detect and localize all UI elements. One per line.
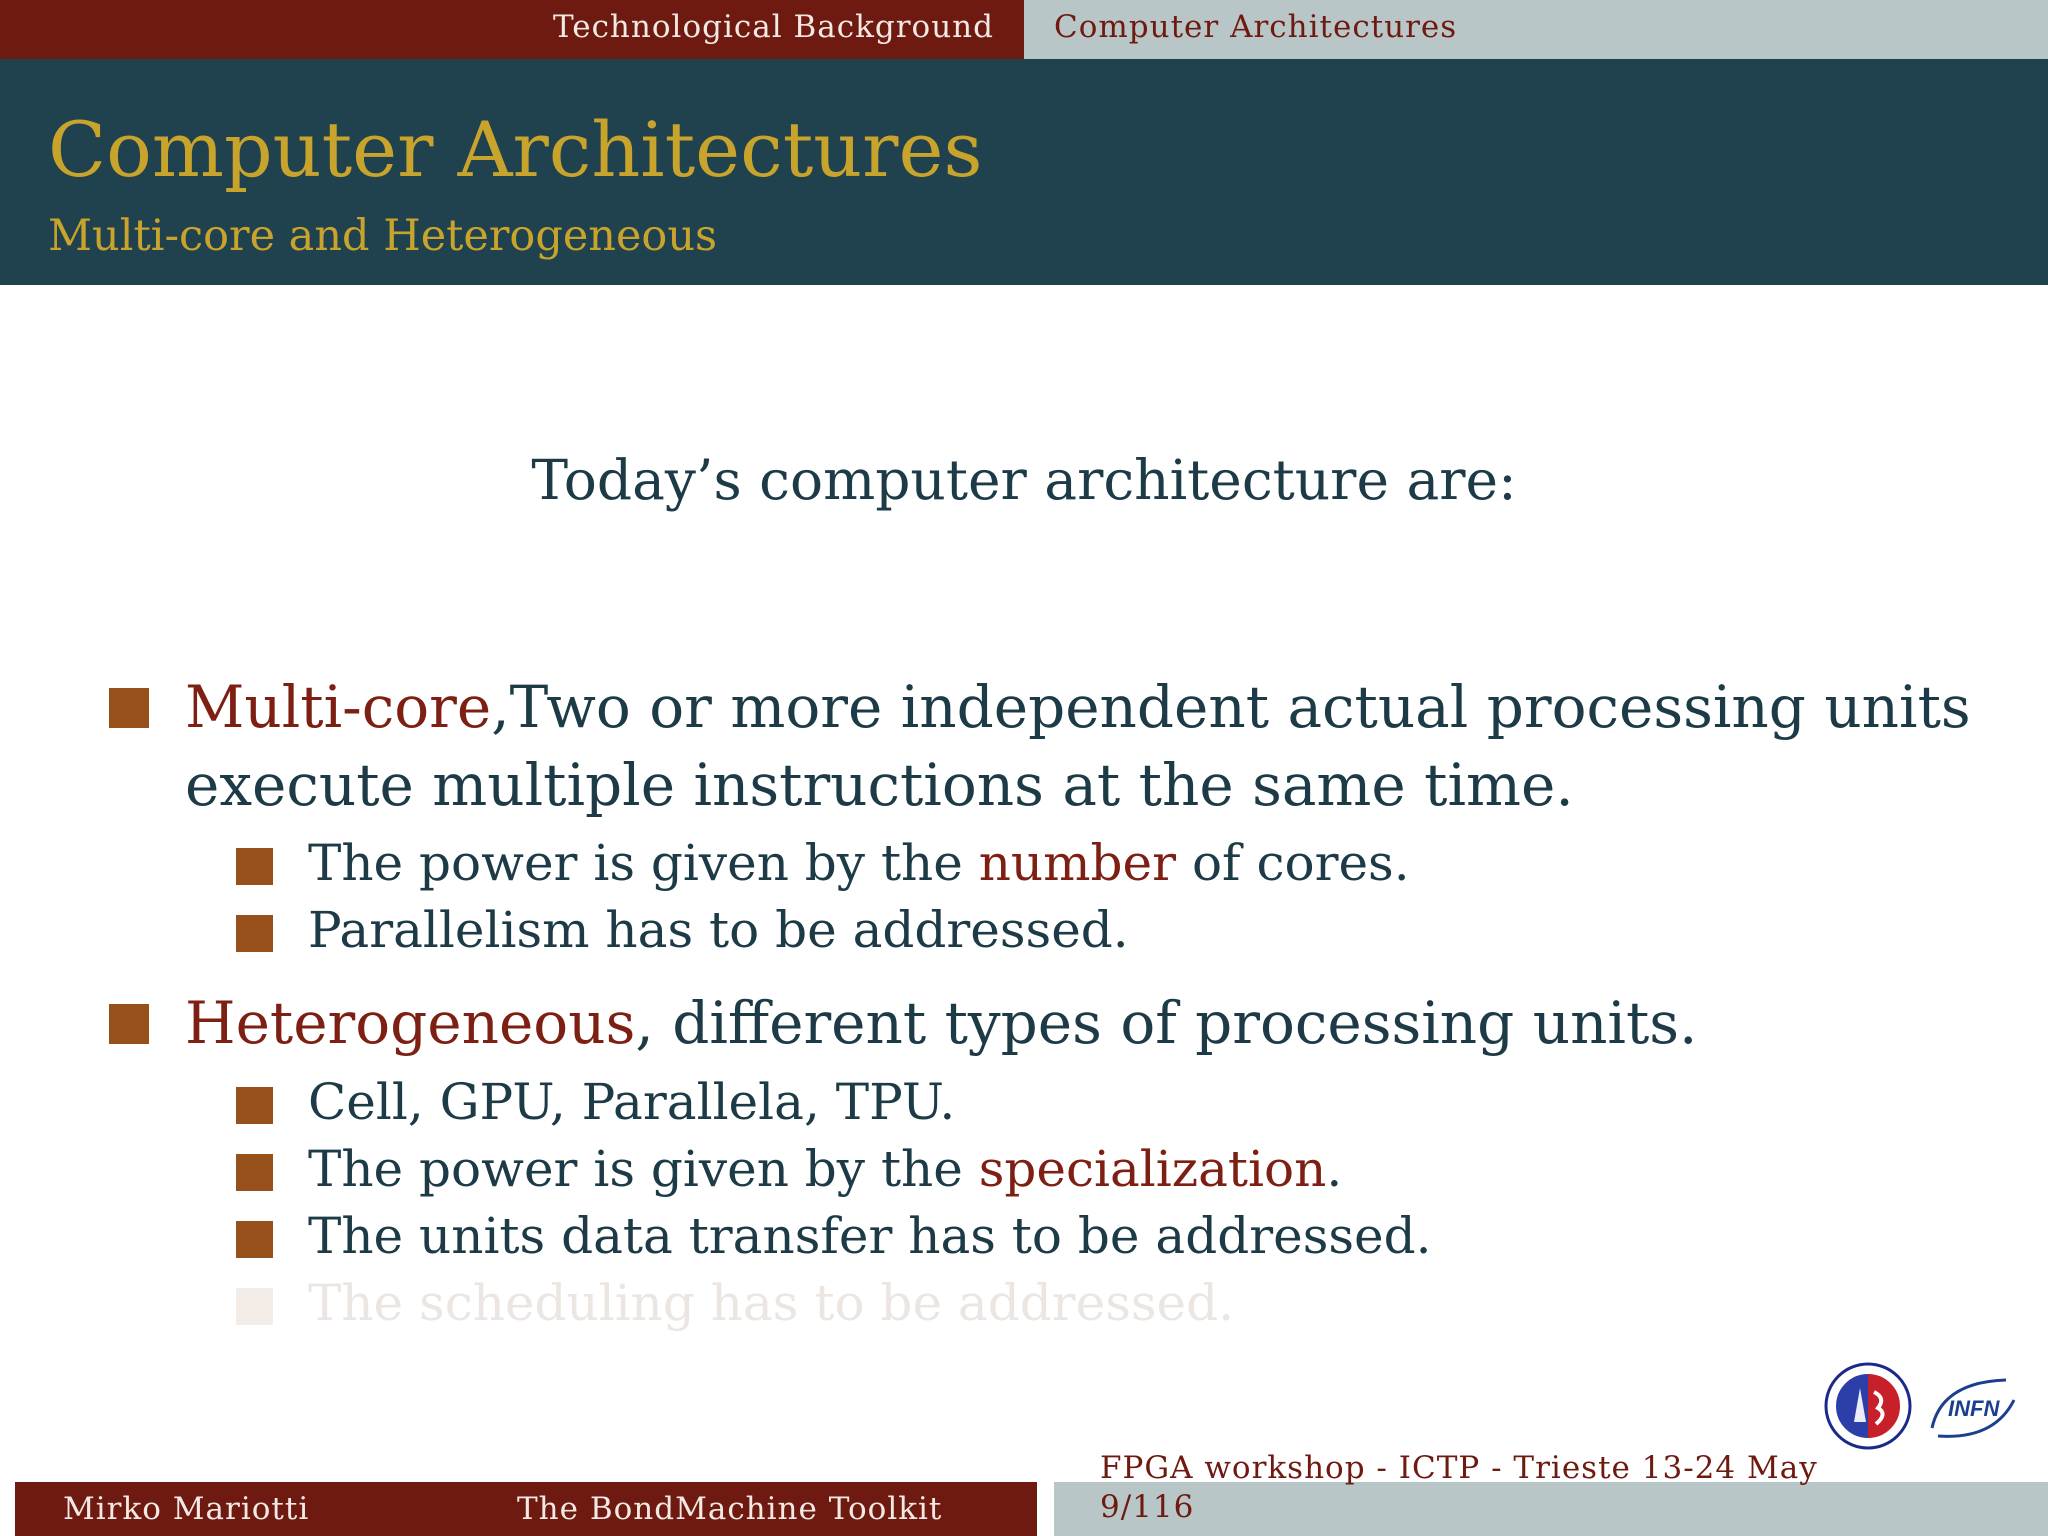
list-item-heterogeneous bbox=[185, 984, 1697, 1062]
infn-logo-icon bbox=[1924, 1370, 2020, 1446]
footer-title: The BondMachine Toolkit bbox=[517, 1491, 943, 1527]
page-number: 9/116 bbox=[1100, 1489, 1195, 1525]
highlight-term: Multi-core bbox=[185, 673, 492, 741]
sublist-item-text: . bbox=[1326, 1140, 1343, 1198]
square-bullet-icon bbox=[236, 1288, 273, 1325]
footer-right bbox=[1054, 1482, 2048, 1536]
list-item-text: ,Two or more independent actual processing units bbox=[491, 673, 1971, 741]
sublist-item bbox=[308, 1203, 1432, 1269]
sublist-item-text: of cores. bbox=[1176, 834, 1410, 892]
subsection-label[interactable]: Computer Architectures bbox=[1054, 9, 1458, 45]
frame-subtitle: Multi-core and Heterogeneous bbox=[48, 211, 718, 261]
square-bullet-icon bbox=[109, 1004, 149, 1044]
sublist-item-text: The power is given by the bbox=[308, 1140, 979, 1198]
square-bullet-icon bbox=[236, 1154, 273, 1191]
footer-bar bbox=[15, 1482, 2048, 1536]
square-bullet-icon bbox=[236, 1221, 273, 1258]
square-bullet-icon bbox=[236, 915, 273, 952]
sublist-item-faded bbox=[308, 1270, 1234, 1336]
footer-author: Mirko Mariotti bbox=[63, 1491, 310, 1527]
sublist-item-text: The power is given by the bbox=[308, 834, 979, 892]
logos bbox=[1824, 1362, 2024, 1452]
frame-title: Computer Architectures bbox=[48, 105, 983, 194]
square-bullet-icon bbox=[236, 1087, 273, 1124]
list-item-multicore bbox=[185, 668, 1971, 746]
intro-text: Today’s computer architecture are: bbox=[531, 448, 1517, 512]
sublist-item bbox=[308, 830, 1410, 896]
sublist-item-text: Parallelism has to be addressed. bbox=[308, 901, 1129, 959]
list-item-text: execute multiple instructions at the same time. bbox=[185, 751, 1574, 819]
sublist-item bbox=[308, 897, 1129, 963]
highlight-term: number bbox=[978, 834, 1177, 892]
footer-left bbox=[15, 1482, 1037, 1536]
sublist-item bbox=[308, 1136, 1342, 1202]
university-seal-icon bbox=[1824, 1362, 1912, 1450]
square-bullet-icon bbox=[236, 848, 273, 885]
footer-conference: FPGA workshop - ICTP - Trieste 13-24 May bbox=[1100, 1450, 1818, 1486]
list-item-continuation bbox=[185, 746, 1574, 824]
sublist-item bbox=[308, 1069, 955, 1135]
square-bullet-icon bbox=[109, 688, 149, 728]
section-label[interactable]: Technological Background bbox=[552, 9, 994, 45]
sublist-item-text: The scheduling has to be addressed. bbox=[308, 1274, 1235, 1332]
sublist-item-text: Cell, GPU, Parallela, TPU. bbox=[308, 1073, 956, 1131]
sublist-item-text: The units data transfer has to be addressed. bbox=[308, 1207, 1432, 1265]
highlight-term: specialization bbox=[978, 1140, 1327, 1198]
infn-logo-text: INFN bbox=[1948, 1396, 2000, 1421]
list-item-text: , different types of processing units. bbox=[635, 989, 1698, 1057]
highlight-term: Heterogeneous bbox=[185, 989, 636, 1057]
